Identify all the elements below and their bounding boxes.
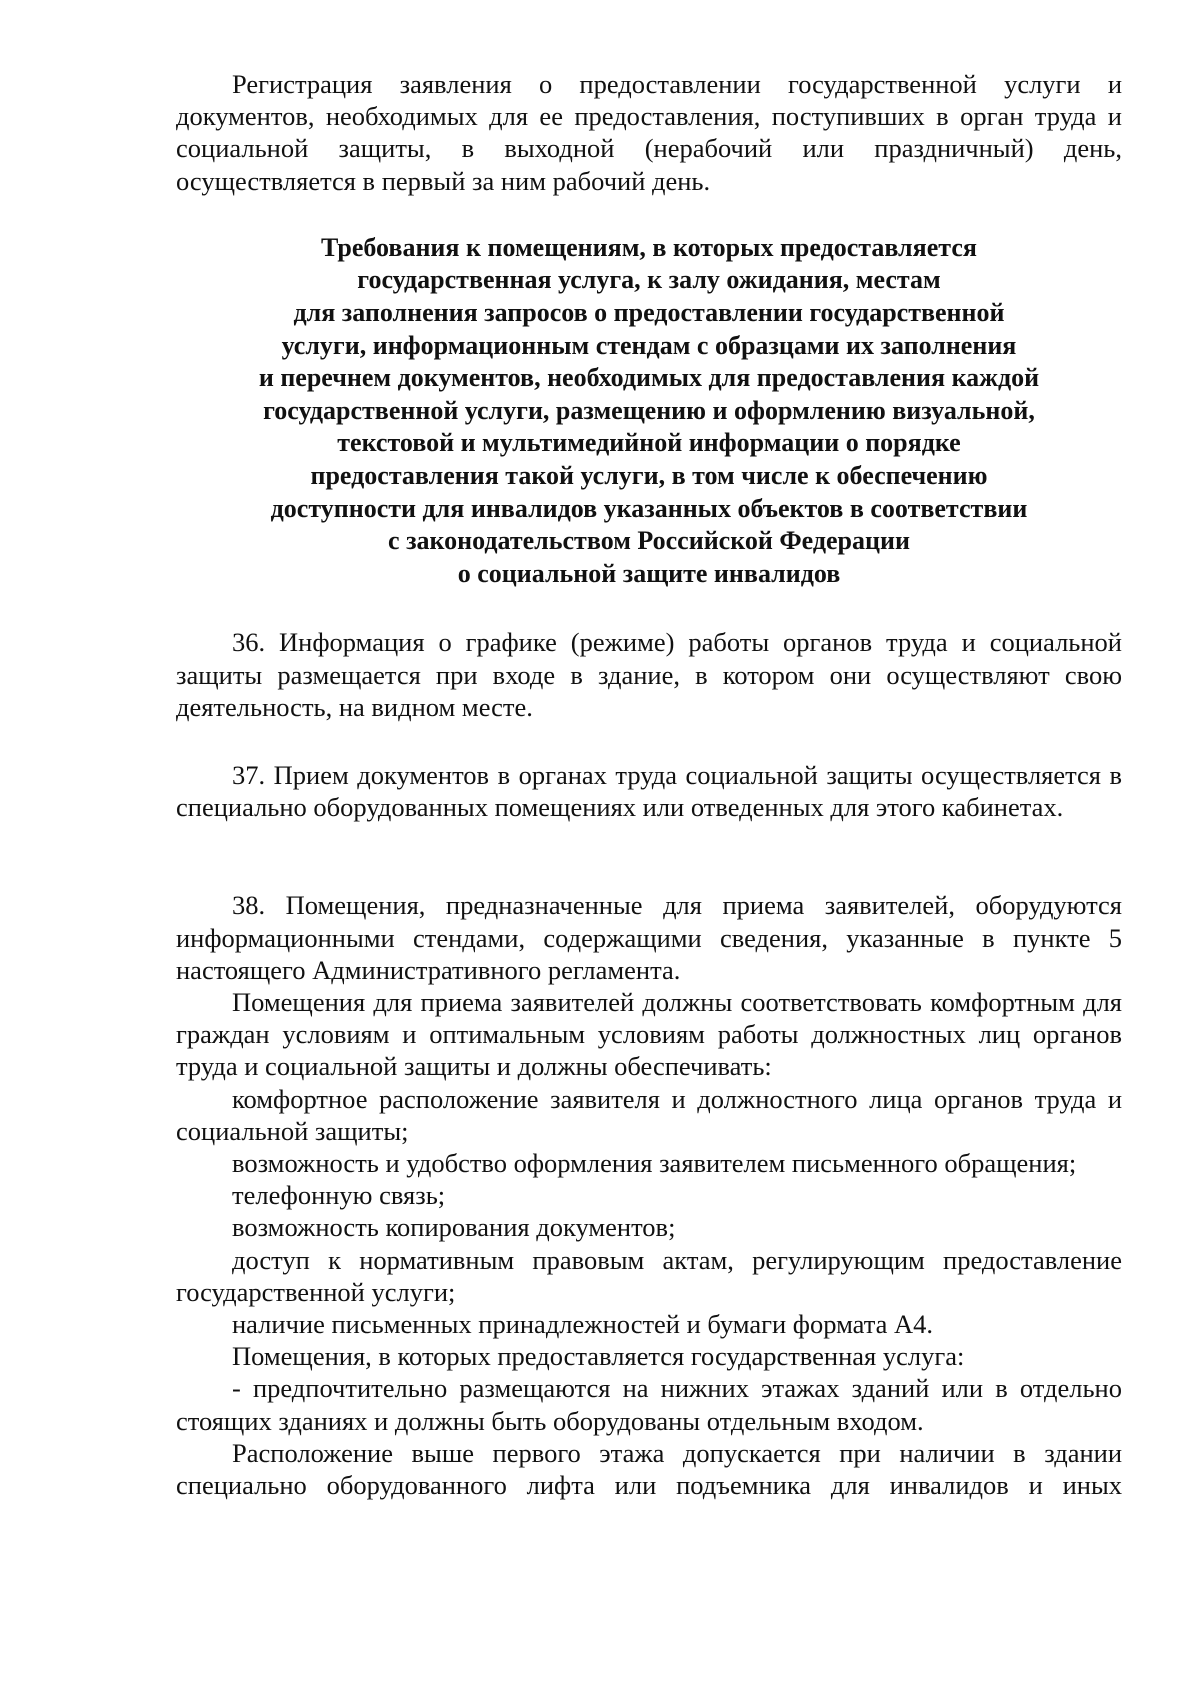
heading-line: государственная услуга, к залу ожидания, местам: [357, 265, 941, 295]
list-item: возможность копирования документов;: [232, 1212, 676, 1243]
paragraph-37: 37. Прием документов в органах труда социальной защиты осуществляется в специально оборудованных помещениях или отведенных для этого кабинетах.: [176, 759, 1122, 823]
premises-intro: Помещения, в которых предоставляется государственная услуга:: [232, 1341, 965, 1372]
heading-line: и перечнем документов, необходимых для предоставления каждой: [258, 363, 1040, 393]
list-item: комфортное расположение заявителя и должностного лица органов труда и социальной защиты;: [176, 1083, 1122, 1146]
paragraph-38: 38. Помещения, предназначенные для приема заявителей, оборудуются информационными стендами, содержащими сведения, указанные в пункте 5 настоящего Административного регламента.: [176, 890, 1122, 985]
heading-line: текстовой и мультимедийной информации о порядке: [337, 428, 961, 458]
intro-paragraph: Регистрация заявления о предоставлении государственной услуги и документов, необходимых для ее предоставления, поступивших в орган труда и социальной защиты, в выходной (нерабочий или праздничный) день, осуществляется в первый за ним рабочий день.: [176, 69, 1122, 196]
location-above-paragraph: Расположение выше первого этажа допускается при наличии в здании специально оборудованного лифта или подъемника для инвалидов и иных: [176, 1437, 1122, 1501]
heading-line: предоставления такой услуги, в том числе к обеспечению: [310, 460, 988, 490]
heading-line: Требования к помещениям, в которых предоставляется: [321, 232, 977, 262]
heading-line: услуги, информационным стендам с образцами их заполнения: [281, 330, 1017, 360]
heading-line: для заполнения запросов о предоставлении государственной: [293, 298, 1005, 327]
heading-line: о социальной защите инвалидов: [457, 558, 841, 588]
list-item: возможность и удобство оформления заявителем письменного обращения;: [232, 1147, 1077, 1178]
list-item: телефонную связь;: [232, 1180, 446, 1211]
premises-floor: - предпочтительно размещаются на нижних этажах зданий или в отдельно стоящих зданиях и должны быть оборудованы отдельным входом.: [176, 1373, 1122, 1436]
paragraph-36: 36. Информация о графике (режиме) работы органов труда и социальной защиты размещается при входе в здание, в котором они осуществляют свою деятельность, на видном месте.: [176, 627, 1122, 722]
document-page: [176, 68, 1122, 1501]
section-heading: [176, 232, 1122, 591]
paragraph-38-rooms: Помещения для приема заявителей должны соответствовать комфортным для граждан условиям и оптимальным условиям работы должностных лиц органов труда и социальной защиты и должны обеспечивать:: [176, 986, 1122, 1082]
list-item: доступ к нормативным правовым актам, регулирующим предоставление государственной услуги;: [176, 1244, 1122, 1307]
heading-line: государственной услуги, размещению и оформлению визуальной,: [263, 395, 1035, 425]
heading-line: доступности для инвалидов указанных объектов в соответствии: [270, 493, 1028, 523]
heading-line: с законодательством Российской Федерации: [388, 526, 910, 556]
list-item: наличие письменных принадлежностей и бумаги формата А4.: [232, 1309, 934, 1339]
